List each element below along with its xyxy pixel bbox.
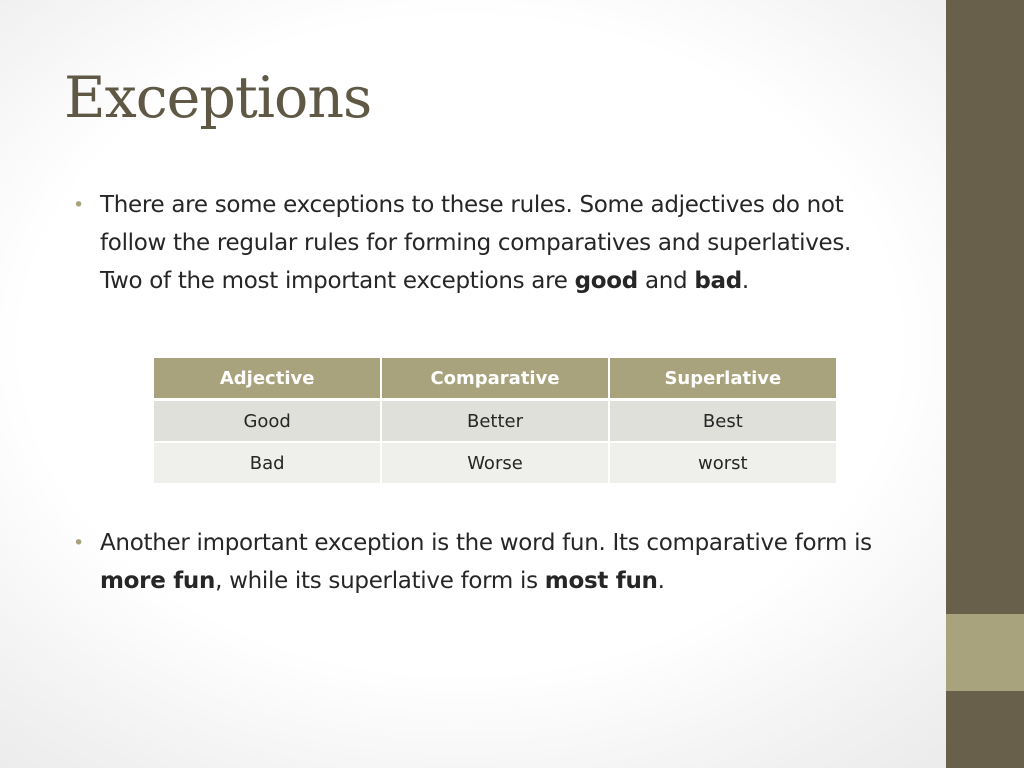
bullet-2-text-1: Another important exception is the word fun. Its comparative form is	[100, 530, 872, 556]
bullet-2-text-2: , while its superlative form is	[215, 568, 545, 594]
bullet-1-text-1: There are some exceptions to these rules. Some adjectives do not follow the regular rules for forming comparatives and superlatives. Two of the most important exceptions are	[100, 192, 852, 294]
comparison-table	[154, 358, 836, 483]
header-comparative: Comparative	[381, 358, 608, 400]
table-header-row	[154, 358, 836, 400]
bullet-point-2	[73, 524, 900, 600]
table-cell: Bad	[154, 442, 381, 483]
bullet-2-bold-most-fun: most fun	[544, 568, 658, 594]
table-cell: Better	[381, 400, 608, 443]
table-cell: worst	[609, 442, 836, 483]
table-cell: Good	[154, 400, 381, 443]
bullet-point-1	[73, 186, 900, 300]
decorative-side-bar-accent	[946, 614, 1024, 691]
slide-title: Exceptions	[64, 65, 372, 131]
bullet-2-text-3: .	[657, 568, 665, 594]
table-row	[154, 400, 836, 443]
bullet-dot-icon: •	[73, 194, 84, 216]
bullet-dot-icon: •	[73, 532, 84, 554]
bullet-1-text-3: .	[741, 268, 749, 294]
table-cell: Worse	[381, 442, 608, 483]
bullet-1-bold-good: good	[574, 268, 638, 294]
table-row	[154, 442, 836, 483]
bullet-1-bold-bad: bad	[694, 268, 742, 294]
bullet-2-bold-more-fun: more fun	[100, 568, 216, 594]
adjective-table	[154, 358, 836, 483]
bullet-1-text-2: and	[637, 268, 695, 294]
header-adjective: Adjective	[154, 358, 381, 400]
header-superlative: Superlative	[609, 358, 836, 400]
table-cell: Best	[609, 400, 836, 443]
